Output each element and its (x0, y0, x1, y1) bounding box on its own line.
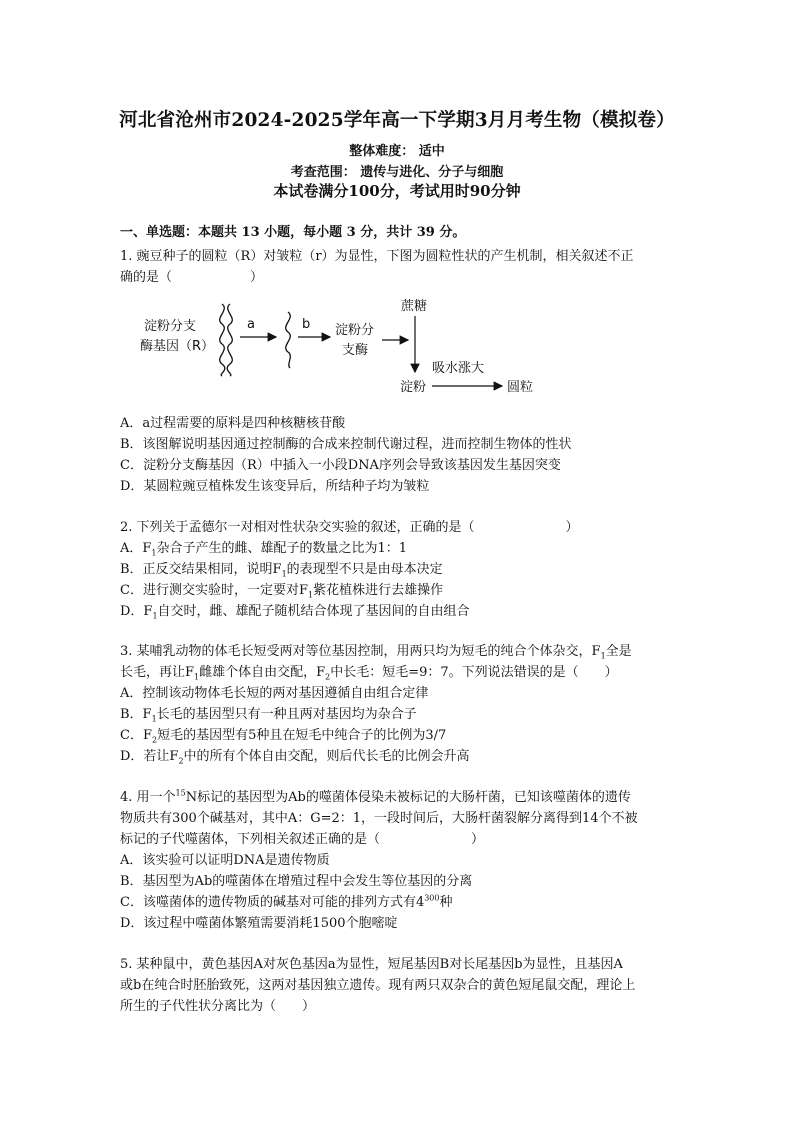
mrna-strand-icon (286, 312, 291, 368)
q4-option-b: B．基因型为Ab的噬菌体在增殖过程中会发生等位基因的分离 (120, 874, 473, 889)
q4-stem-line1: 4. 用一个$^{15}$N标记的基因型为Ab的噬菌体侵染未被标记的大肠杆菌，已知该噬菌体的遗传 (120, 788, 631, 805)
scope-line: 考查范围： 遗传与进化、分子与细胞 (290, 165, 504, 180)
q3-option-d: D．若让$F_2$中的所有个体自由交配，则后代长毛的比例会升高 (120, 749, 470, 766)
q1-stem-line2: 确的是（ ） (120, 270, 264, 285)
q4-stem-line2: 物质共有300个碱基对，其中A：G=2：1，一段时间后，大肠杆菌裂解分离得到14个不被 (120, 811, 638, 826)
exam-title: 河北省沧州市2024-2025学年高一下学期3月月考生物（模拟卷） (119, 110, 675, 131)
q2-stem: 2. 下列关于孟德尔一对相对性状杂交实验的叙述，正确的是（ ） (120, 520, 579, 535)
step-a-label: a (247, 317, 255, 332)
q1-option-b: B．该图解说明基因通过控制酶的合成来控制代谢过程，进而控制生物体的性状 (120, 437, 572, 452)
enzyme-label-2: 支酶 (342, 343, 369, 358)
q2-option-d: D．$F_1$自交时，雌、雄配子随机结合体现了基因间的自由组合 (120, 604, 470, 621)
gene-label-2: 酶基因（R） (140, 339, 215, 354)
difficulty-line: 整体难度： 适中 (349, 144, 445, 159)
gene-label-1: 淀粉分支 (144, 319, 197, 334)
q5-stem-line2: 或b在纯合时胚胎致死，这两对基因独立遗传。现有两只双杂合的黄色短尾鼠交配，理论上 (120, 978, 636, 993)
q3-option-c: C．$F_2$短毛的基因型有5种且在短毛中纯合子的比例为3/7 (120, 728, 447, 745)
q2-option-b: B．正反交结果相同，说明$F_1$的表现型不只是由母本决定 (120, 562, 443, 579)
q2-option-c: C．进行测交实验时，一定要对$F_1$紫花植株进行去雄操作 (120, 583, 444, 600)
round-seed-mechanism-diagram (130, 292, 550, 402)
q1-option-d: D．某圆粒豌豆植株发生该变异后，所结种子均为皱粒 (120, 479, 430, 494)
q4-option-d: D．该过程中噬菌体繁殖需要消耗1500个胞嘧啶 (120, 916, 398, 931)
q3-stem-line2: 长毛，再让$F_1$雌雄个体自由交配，$F_2$中长毛：短毛=9：7。下列说法错误的是（ ） (120, 665, 618, 682)
q1-option-a: A．a过程需要的原料是四种核糖核苷酸 (120, 416, 346, 431)
q1-stem-line1: 1. 豌豆种子的圆粒（R）对皱粒（r）为显性，下图为圆粒性状的产生机制，相关叙述不正 (120, 249, 634, 264)
absorb-label: 吸水涨大 (432, 361, 485, 376)
starch-label: 淀粉 (400, 380, 427, 395)
sucrose-label: 蔗糖 (401, 299, 428, 314)
q4-option-a: A．该实验可以证明DNA是遗传物质 (120, 853, 330, 868)
dna-helix-icon (220, 304, 233, 376)
q3-option-b: B．$F_1$长毛的基因型只有一种且两对基因均为杂合子 (120, 707, 417, 724)
q5-stem-line3: 所生的子代性状分离比为（ ） (120, 999, 316, 1014)
section-title: 一、单选题：本题共 13 小题，每小题 3 分，共计 39 分。 (120, 225, 466, 240)
q1-option-c: C．淀粉分支酶基因（R）中插入一小段DNA序列会导致该基因发生基因突变 (120, 458, 561, 473)
step-b-label: b (302, 317, 311, 332)
q3-stem-line1: 3. 某哺乳动物的体毛长短受两对等位基因控制，用两只均为短毛的纯合个体杂交，$F_1$全是 (120, 644, 632, 661)
enzyme-label-1: 淀粉分 (335, 323, 375, 338)
score-time-line: 本试卷满分100分，考试用时90分钟 (273, 182, 521, 200)
q5-stem-line1: 5. 某种鼠中，黄色基因A对灰色基因a为显性，短尾基因B对长尾基因b为显性，且基因A (120, 957, 623, 972)
q4-stem-line3: 标记的子代噬菌体，下列相关叙述正确的是（ ） (120, 832, 485, 847)
q4-option-c: C．该噬菌体的遗传物质的碱基对可能的排列方式有$4^{300}$种 (120, 893, 453, 910)
round-label: 圆粒 (507, 380, 534, 395)
q3-option-a: A．控制该动物体毛长短的两对基因遵循自由组合定律 (120, 686, 429, 701)
q2-option-a: A．$F_1$杂合子产生的雌、雄配子的数量之比为1：1 (120, 541, 408, 558)
